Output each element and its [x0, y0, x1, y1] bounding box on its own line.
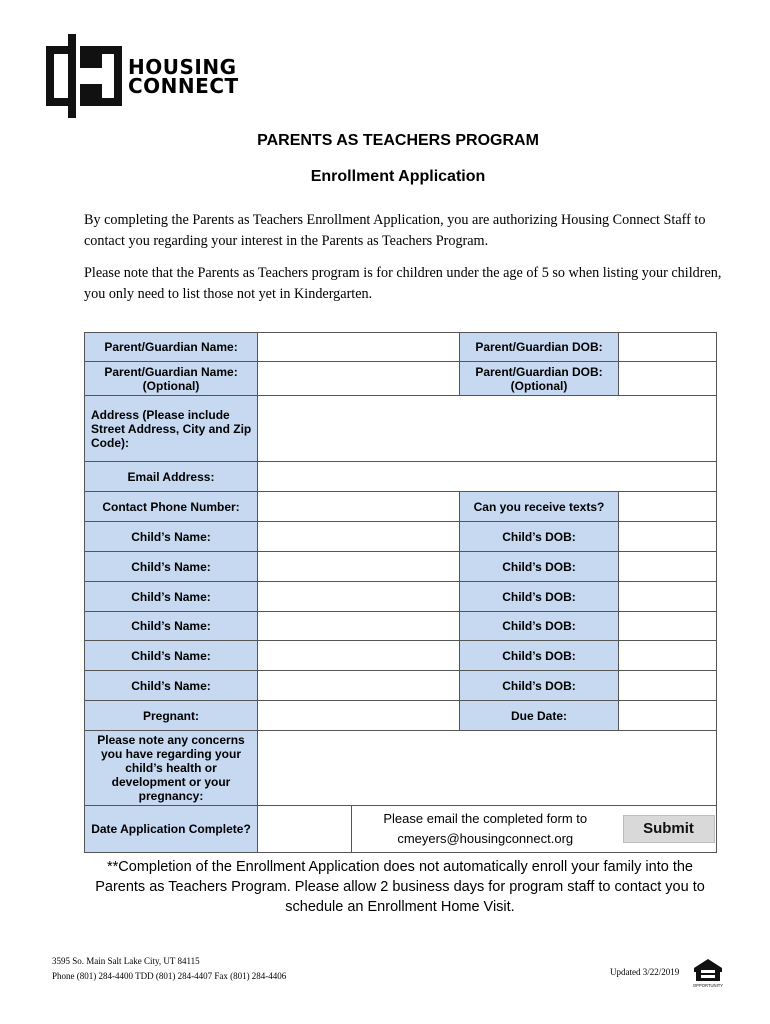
child-dob-label: Child’s DOB:	[460, 612, 619, 641]
page-title: PARENTS AS TEACHERS PROGRAM	[257, 132, 539, 149]
child-name-field[interactable]	[258, 641, 460, 671]
parent-dob-optional-label: Parent/Guardian DOB: (Optional)	[460, 362, 619, 396]
texts-field[interactable]	[619, 492, 717, 522]
footer-address: 3595 So. Main Salt Lake City, UT 84115	[52, 956, 200, 966]
child-name-label: Child’s Name:	[85, 612, 258, 641]
parent-name-optional-label: Parent/Guardian Name: (Optional)	[85, 362, 258, 396]
equal-housing-icon	[693, 958, 723, 993]
child-name-field[interactable]	[258, 671, 460, 701]
pregnant-field[interactable]	[258, 701, 460, 731]
child-name-field[interactable]	[258, 582, 460, 612]
date-complete-label: Date Application Complete?	[85, 806, 258, 853]
child-dob-label: Child’s DOB:	[460, 641, 619, 671]
enrollment-disclaimer: **Completion of the Enrollment Application does not automatically enroll your family into the Parents as Teachers Program. Please allow 2 business days for program staff to contact you to schedule an Enrollment Home Visit.	[95, 859, 705, 915]
child-dob-label: Child’s DOB:	[460, 671, 619, 701]
enrollment-form	[84, 332, 717, 853]
parent-name-optional-field[interactable]	[258, 362, 460, 396]
concerns-field[interactable]	[258, 731, 717, 806]
child-name-field[interactable]	[258, 612, 460, 641]
email-label: Email Address:	[85, 462, 258, 492]
child-dob-label: Child’s DOB:	[460, 552, 619, 582]
child-name-label: Child’s Name:	[85, 552, 258, 582]
child-dob-field[interactable]	[619, 641, 717, 671]
logo-wordmark	[128, 55, 239, 98]
intro-paragraph-1: By completing the Parents as Teachers Enrollment Application, you are authorizing Housing Connect Staff to contact you regarding your interest in the Parents as Teachers Program.	[84, 212, 706, 249]
parent-name-label: Parent/Guardian Name:	[85, 333, 258, 362]
date-complete-field[interactable]	[258, 806, 352, 853]
child-dob-label: Child’s DOB:	[460, 582, 619, 612]
child-dob-field[interactable]	[619, 582, 717, 612]
footer-phones: Phone (801) 284-4400 TDD (801) 284-4407 Fax (801) 284-4406	[52, 971, 287, 981]
child-name-label: Child’s Name:	[85, 641, 258, 671]
child-name-label: Child’s Name:	[85, 671, 258, 701]
eho-text: OPPORTUNITY	[693, 983, 723, 988]
child-name-label: Child’s Name:	[85, 582, 258, 612]
phone-label: Contact Phone Number:	[85, 492, 258, 522]
address-field[interactable]	[258, 396, 717, 462]
parent-dob-field[interactable]	[619, 333, 717, 362]
email-instructions: Please email the completed form to cmeyers@housingconnect.org	[352, 806, 619, 853]
housing-connect-logo-icon	[46, 34, 122, 123]
parent-dob-optional-field[interactable]	[619, 362, 717, 396]
child-dob-field[interactable]	[619, 522, 717, 552]
submit-button[interactable]: Submit	[623, 815, 715, 843]
child-name-label: Child’s Name:	[85, 522, 258, 552]
phone-field[interactable]	[258, 492, 460, 522]
address-label: Address (Please include Street Address, City and Zip Code):	[85, 396, 258, 462]
concerns-label: Please note any concerns you have regarding your child’s health or development or your pregnancy:	[85, 731, 258, 806]
texts-label: Can you receive texts?	[460, 492, 619, 522]
child-name-field[interactable]	[258, 552, 460, 582]
updated-date: Updated 3/22/2019	[610, 967, 680, 977]
child-dob-field[interactable]	[619, 612, 717, 641]
logo-line-2: CONNECT	[128, 74, 239, 98]
intro-paragraph-2: Please note that the Parents as Teachers program is for children under the age of 5 so when listing your children, you only need to list those not yet in Kindergarten.	[84, 265, 722, 302]
submit-cell	[619, 806, 717, 853]
parent-name-field[interactable]	[258, 333, 460, 362]
child-dob-field[interactable]	[619, 552, 717, 582]
logo-line-1: HOUSING	[128, 55, 237, 79]
page-subtitle: Enrollment Application	[310, 168, 486, 185]
pregnant-label: Pregnant:	[85, 701, 258, 731]
due-date-label: Due Date:	[460, 701, 619, 731]
due-date-field[interactable]	[619, 701, 717, 731]
child-name-field[interactable]	[258, 522, 460, 552]
child-dob-field[interactable]	[619, 671, 717, 701]
email-field[interactable]	[258, 462, 717, 492]
parent-dob-label: Parent/Guardian DOB:	[460, 333, 619, 362]
child-dob-label: Child’s DOB:	[460, 522, 619, 552]
footer-contact	[52, 954, 286, 984]
